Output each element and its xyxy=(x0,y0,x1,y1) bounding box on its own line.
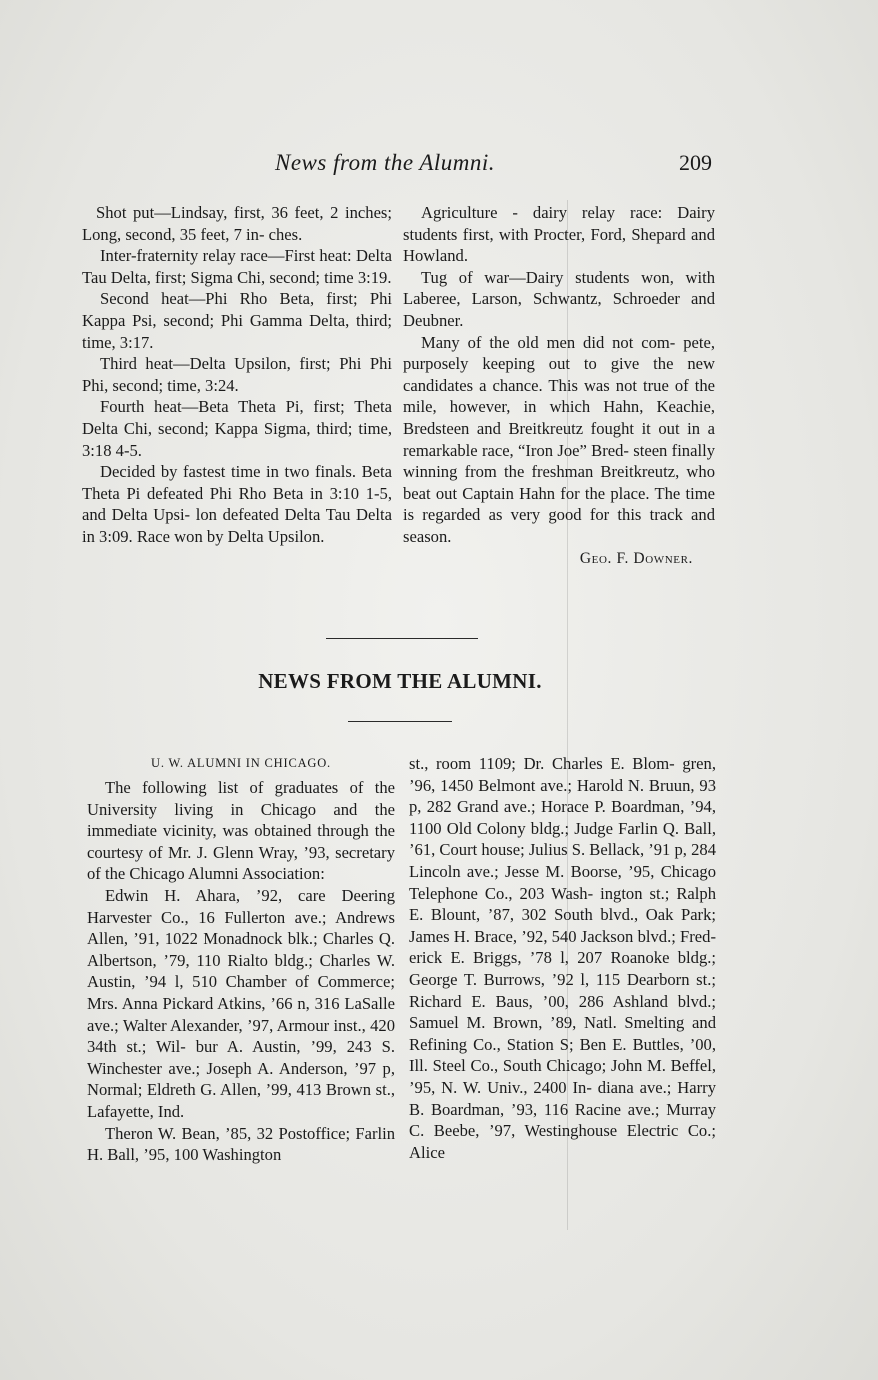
alumni-list-a-paragraph: Edwin H. Ahara, ’92, care Deering Harvester Co., 16 Fullerton ave.; Andrews Allen, ’91, 1022 Monadnock blk.; Charles Q. Albertson, ’79, 110 Rialto bldg.; Charles W. Austin, ’94 l, 510 Chamber of Commerce; Mrs. Anna Pickard Atkins, ’66 n, 316 LaSalle ave.; Walter Alexander, ’97, Armour inst., 420 34th st.; Wil- bur A. Austin, ’99, 243 S. Winchester ave.; Joseph A. Anderson, ’97 p, Normal; Eldreth G. Allen, ’99, 413 Brown st., Lafayette, Ind. xyxy=(87,885,395,1121)
relay-third-heat-paragraph: Third heat—Delta Upsilon, first; Phi Phi Phi, second; time, 3:24. xyxy=(82,354,392,395)
athletics-right-column xyxy=(403,202,715,569)
page-number: 209 xyxy=(679,150,712,175)
author-signature: Geo. F. Downer. xyxy=(579,549,693,567)
alumni-intro-paragraph: The following list of graduates of the University living in Chicago and the immediate vicinity, was obtained through the courtesy of Mr. J. Glenn Wray, ’93, secretary of the Chicago Alumni Association: xyxy=(87,778,395,884)
relay-first-heat-paragraph: Inter-fraternity relay race—First heat: Delta Tau Delta, first; Sigma Chi, second; time 3:19. xyxy=(82,246,392,287)
section-heading: NEWS FROM THE ALUMNI. xyxy=(258,669,542,693)
shot-put-paragraph: Shot put—Lindsay, first, 36 feet, 2 inches; Long, second, 35 feet, 7 in- ches. xyxy=(82,203,392,244)
mile-race-paragraph: Many of the old men did not com- pete, purposely keeping out to give the new candidates a chance. This was not true of the mile, however, in which Hahn, Keachie, Bredsteen and Breitkreutz fought it out in a remarkable race, “Iron Joe” Bred- steen finally winning from the freshman Breitkreutz, who beat out Captain Hahn for the place. The time is regarded as very good for this track and season. xyxy=(403,332,715,546)
alumni-subheading: U. W. ALUMNI IN CHICAGO. xyxy=(151,756,331,770)
alumni-right-column xyxy=(409,753,716,1163)
relay-fourth-heat-paragraph: Fourth heat—Beta Theta Pi, first; Theta Delta Chi, second; Kappa Sigma, third; time, 3:18 4-5. xyxy=(82,397,392,460)
page-fold-line xyxy=(567,200,568,1230)
section-rule-bottom xyxy=(348,721,452,722)
relay-finals-paragraph: Decided by fastest time in two finals. Beta Theta Pi defeated Phi Rho Beta in 3:10 1-5, and Delta Upsi- lon defeated Delta Tau Delta in 3:09. Race won by Delta Upsilon. xyxy=(82,462,392,546)
section-rule-top xyxy=(326,638,478,639)
dairy-relay-paragraph: Agriculture - dairy relay race: Dairy students first, with Procter, Ford, Shepard and Howland. xyxy=(403,203,715,266)
relay-second-heat-paragraph: Second heat—Phi Rho Beta, first; Phi Kappa Psi, second; Phi Gamma Delta, third; time, 3:17. xyxy=(82,289,392,352)
alumni-list-b-start-paragraph: Theron W. Bean, ’85, 32 Postoffice; Farlin H. Ball, ’95, 100 Washington xyxy=(87,1123,395,1165)
tug-of-war-paragraph: Tug of war—Dairy students won, with Laberee, Larson, Schwantz, Schroeder and Deubner. xyxy=(403,267,715,330)
running-head xyxy=(80,150,720,182)
running-title: News from the Alumni. xyxy=(275,150,496,175)
alumni-left-column xyxy=(87,753,395,1166)
alumni-list-b-continued-paragraph: st., room 1109; Dr. Charles E. Blom- gren, ’96, 1450 Belmont ave.; Harold N. Bruun, 93 p, 282 Grand ave.; Horace P. Boardman, ’94, 1100 Old Colony bldg.; Judge Farlin Q. Ball, ’61, Court house; Julius S. Bellack, ’91 p, 284 Lincoln ave.; Jesse M. Boorse, ’95, Chicago Telephone Co., 203 Wash- ington st.; Ralph E. Blount, ’87, 302 South blvd., Oak Park; James H. Brace, ’92, 540 Jackson blvd.; Fred- erick E. Briggs, ’78 l, 207 Roanoke bldg.; George T. Burrows, ’92 l, 115 Dearborn st.; Richard E. Baus, ’00, 286 Ashland blvd.; Samuel M. Brown, ’89, Natl. Smelting and Refining Co., Station S; Ben E. Buttles, ’00, Ill. Steel Co., South Chicago; John M. Beffel, ’95, N. W. Univ., 2400 In- diana ave.; Harry B. Boardman, ’93, 116 Racine ave.; Murray C. Beebe, ’97, Westinghouse Electric Co.; Alice xyxy=(409,754,716,1162)
athletics-left-column xyxy=(82,202,392,548)
